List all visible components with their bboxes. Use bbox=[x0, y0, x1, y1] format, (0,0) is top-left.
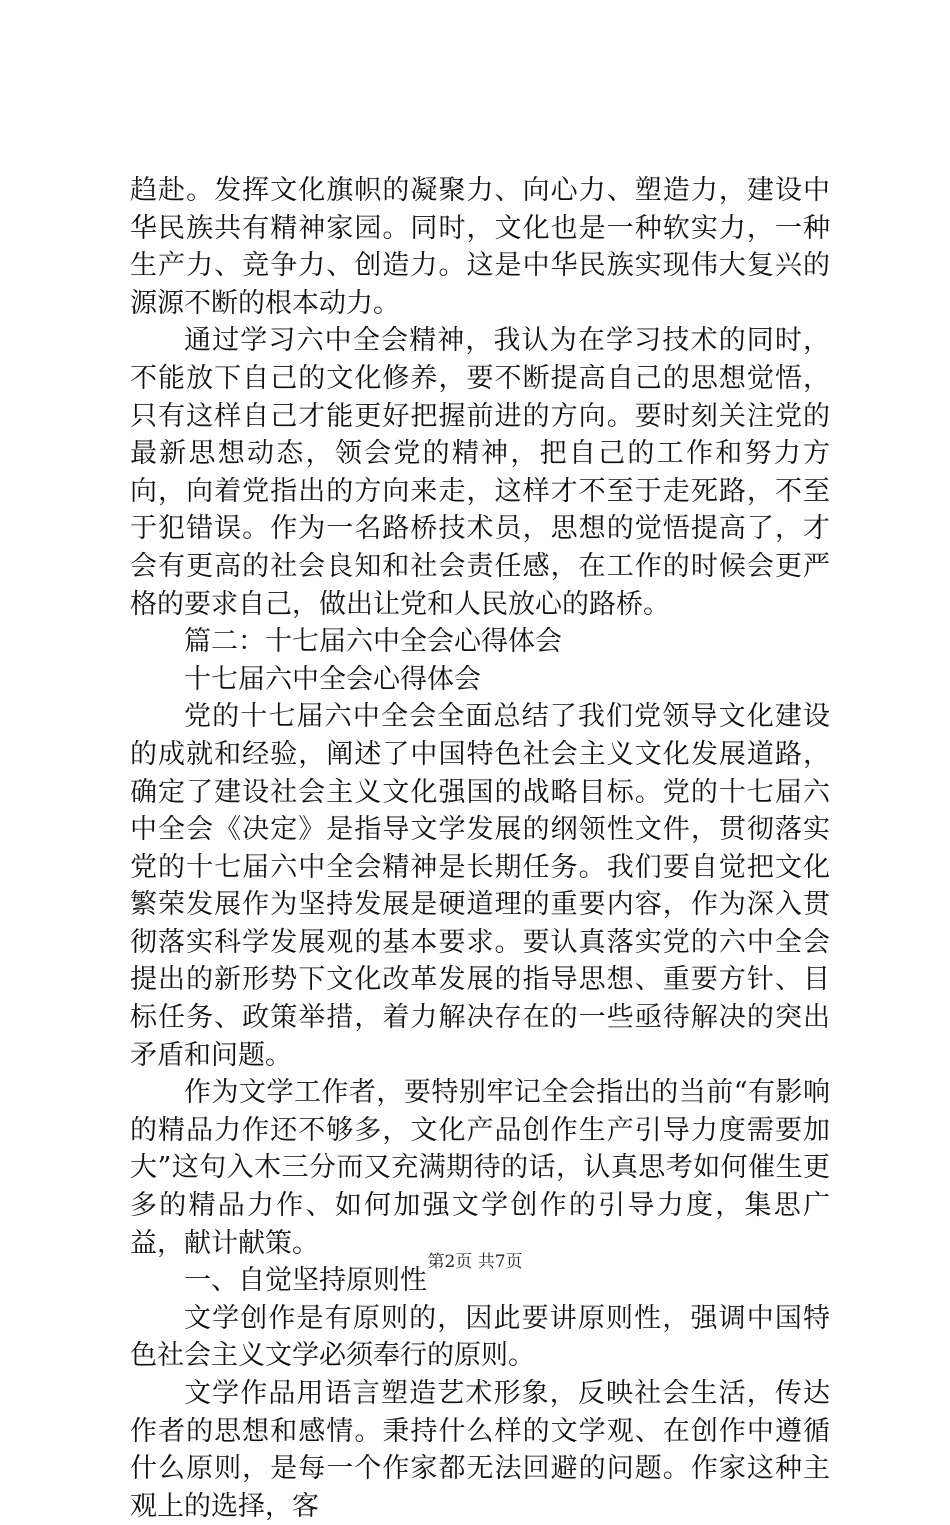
paragraph-4: 作为文学工作者，要特别牢记全会指出的当前“有影响的精品力作还不够多，文化产品创作生产引导力度需要加大”这句入木三分而又充满期待的话，认真思考如何催生更多的精品力作、如何加强文学创作的引导力度，集思广益，献计献策。 bbox=[130, 1077, 830, 1259]
paragraph-6: 文学作品用语言塑造艺术形象，反映社会生活，传达作者的思想和感情。秉持什么样的文学观、在创作中遵循什么原则，是每一个作家都无法回避的问题。作家这种主观上的选择，客 bbox=[130, 1378, 830, 1522]
paragraph-2: 通过学习六中全会精神，我认为在学习技术的同时，不能放下自己的文化修养，要不断提高自己的思想觉悟，只有这样自己才能更好把握前进的方向。要时刻关注党的最新思想动态，领会党的精神，把自己的工作和努力方向，向着党指出的方向来走，这样才不至于走死路，不至于犯错误。作为一名路桥技术员，思想的觉悟提高了，才会有更高的社会良知和社会责任感，在工作的时候会更严格的要求自己，做出让党和人民放心的路桥。 bbox=[130, 325, 830, 620]
document-body bbox=[130, 172, 830, 1525]
page-number-footer: 第2页 共7页 bbox=[427, 1252, 523, 1272]
paragraph-3: 党的十七届六中全会全面总结了我们党领导文化建设的成就和经验，阐述了中国特色社会主义文化发展道路，确定了建设社会主义文化强国的战略目标。党的十七届六中全会《决定》是指导文学发展的纲领性文件，贯彻落实党的十七届六中全会精神是长期任务。我们要自觉把文化繁荣发展作为坚持发展是硬道理的重要内容，作为深入贯彻落实科学发展观的基本要求。要认真落实党的六中全会提出的新形势下文化改革发展的指导思想、重要方针、目标任务、政策举措，着力解决存在的一些亟待解决的突出矛盾和问题。 bbox=[130, 701, 830, 1071]
paragraph-1: 趋赴。发挥文化旗帜的凝聚力、向心力、塑造力，建设中华民族共有精神家园。同时，文化也是一种软实力，一种生产力、竞争力、创造力。这是中华民族实现伟大复兴的源源不断的根本动力。 bbox=[130, 175, 830, 319]
subheading-1: 一、自觉坚持原则性 bbox=[184, 1265, 427, 1297]
section-heading: 篇二：十七届六中全会心得体会 bbox=[184, 626, 562, 658]
paragraph-5: 文学创作是有原则的，因此要讲原则性，强调中国特色社会主义文学必须奉行的原则。 bbox=[130, 1302, 830, 1372]
article-title: 十七届六中全会心得体会 bbox=[184, 663, 481, 695]
